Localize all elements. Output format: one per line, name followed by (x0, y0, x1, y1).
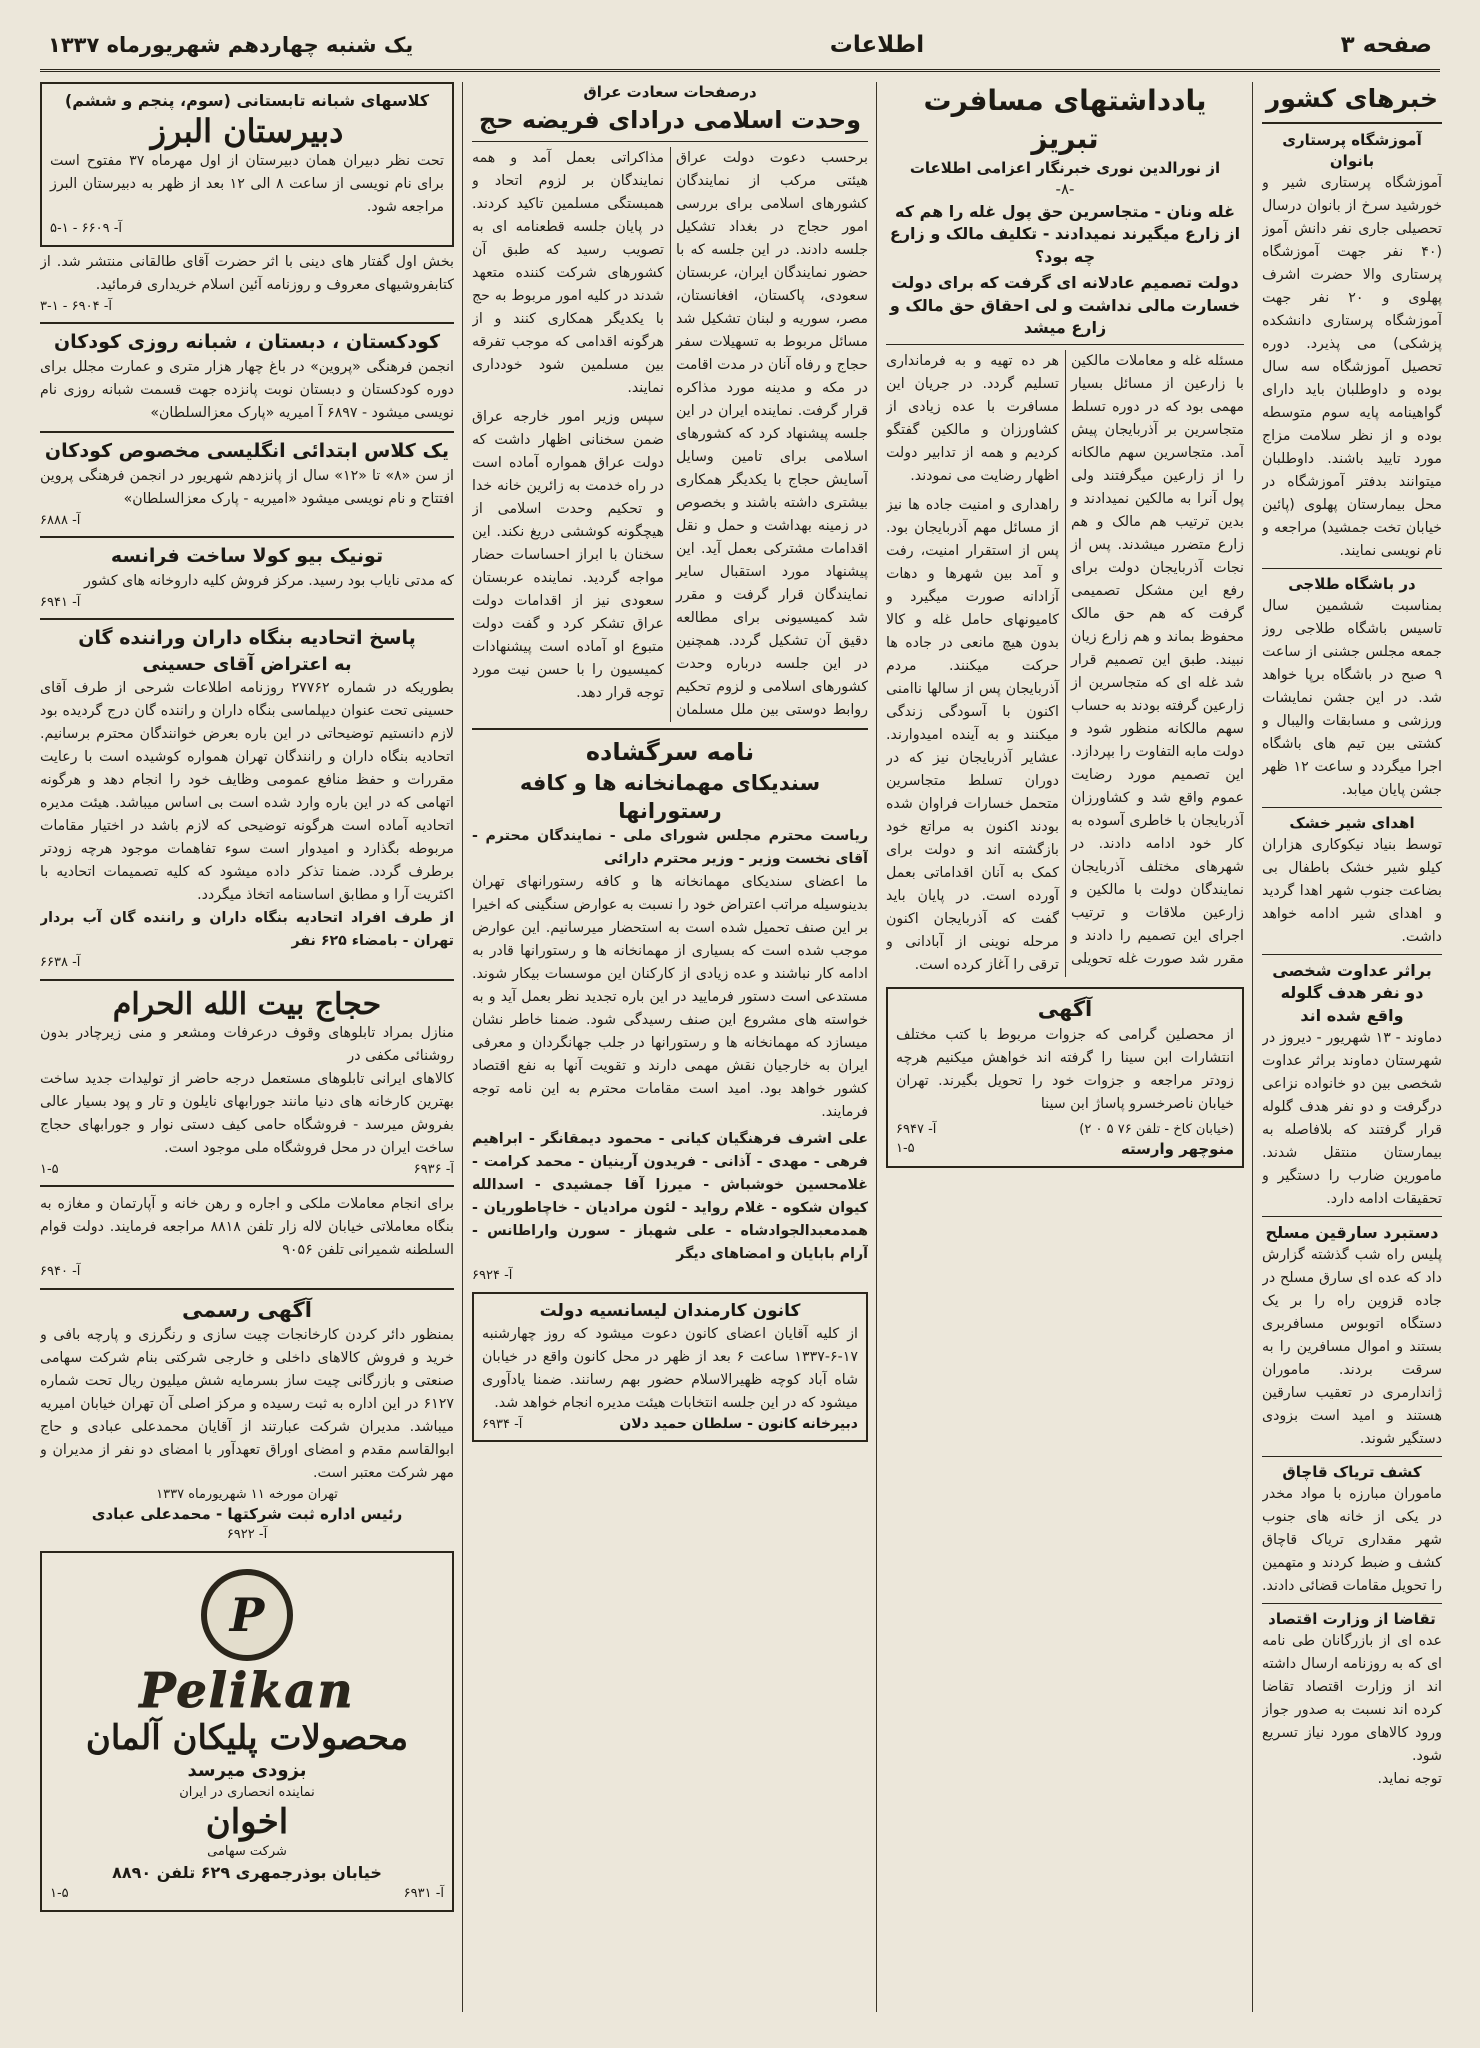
article-title: یادداشتهای مسافرت تبریز (923, 84, 1207, 155)
news-body: آموزشگاه پرستاری شیر و خورشید سرخ از بانوان درسال تحصیلی جاری نفر دانش آموز (۴۰ نفر جهت آموزشگاه پرستاری والا حضرت اشرف پهلوی و ۲۰ نفر جهت آموزشگاه پرستاری دانشکده پزشکی) می پذیرد. دوره تحصیل آموزشگاه سه سال بوده و داوطلبان باید دارای گواهینامه پایه سوم متوسطه بوده و از نظر سلامت مزاج مورد تایید باشند. داوطلبان میتوانند بدفتر آموزشگاه در محل بیمارستان پهلوی (پائین خیابان تخت جمشید) مراجعه و نام نویسی نمایند. (1262, 174, 1442, 559)
ad-code: آ- ۶۹۲۲ (226, 1527, 268, 1543)
ad-title: تونیک بیو کولا ساخت فرانسه (110, 545, 384, 568)
ad-code: ۱-۵ (50, 1886, 69, 1902)
rule (40, 979, 454, 981)
letter-title: نامه سرگشاده (585, 738, 755, 767)
ad-title: آگهی رسمی (182, 1297, 312, 1322)
news-headline: آموزشگاه پرستاری بانوان (1282, 130, 1422, 170)
masthead (40, 20, 1440, 72)
ad-subtitle: بزودی میرسد (187, 1759, 307, 1781)
ad-code-row (50, 1884, 444, 1904)
ad-code: آ- ۶۶۳۸ (40, 955, 81, 971)
news-body: ماموران مبارزه با مواد مخدر در یکی از خانه های جنوب شهر مقداری تریاک قاچاق کشف و ضبط کردند و متهمین را تحویل مقامات قضائی دادند. (1262, 1486, 1442, 1595)
rule (1262, 1456, 1442, 1457)
ad-code: آ- ۶۹۳۶ (413, 1161, 454, 1177)
news-headline: تقاضا از وزارت اقتصاد (1268, 1610, 1436, 1629)
notice-phone: (خیابان کاخ - تلفن ۷۶ ۵ ۰ ۲) (1079, 1121, 1234, 1137)
company-address: خیابان بوذرجمهری ۶۲۹ تلفن ۸۸۹۰ (112, 1862, 382, 1882)
ad-code: آ- ۶۹۴۰ (40, 1264, 81, 1280)
article-body: راهداری و امنیت جاده ها نیز از مسائل مهم آذربایجان بود. پس از استقرار امنیت، رفت و آمد بین شهرها و دهات آزادانه صورت میگیرد و کامیونهای حامل غله و کالا بدون هیچ مانعی در جاده ها حرکت میکنند. مردم آذربایجان پس از سالها ناامنی اکنون با آسودگی زندگی میکنند و به آینده امیدوارند. عشایر آذربایجان نیز که در دوران تسلط متجاسرین متحمل خسارات فراوان شده بودند اکنون به مراتع خود بازگشته اند و دولت برای کمک به آنان اقداماتی بعمل آورده است. در پایان باید گفت که آذربایجان اکنون مرحله نوینی از آبادانی و ترقی را آغاز کرده است. (886, 497, 1059, 974)
article-body-columns (886, 350, 1244, 977)
pelikan-logo-icon: P (201, 1569, 293, 1661)
agent-label: نماینده انحصاری در ایران (179, 1784, 315, 1800)
letter-signers: علی اشرف فرهنگیان کیانی - محمود دیمقانگر - ابراهیم فرهی - مهدی - آذانی - فریدون آرینیان - محمد کرامت - غلامحسین خوشباش - میرزا آقا جمشیدی - اسدالله کیوان شکوه - غلام رواید - لئون مرادیان - خاچاطوریان - همدمعبدالجوادشاه - علی شهباز - سورن واراطانس - آرام بابایان و امضاهای دیگر (472, 1131, 868, 1263)
union-notice-box (472, 1292, 868, 1443)
ad-text: بخش اول گفتار های دینی با اثر حضرت آقای طالقانی منتشر شد. از کتابفروشیهای معروف و روزنامه آئین اسلام خریداری فرمائید. (40, 253, 454, 293)
ad-text: انجمن فرهنگی «پروین» در باغ چهار هزار متری و عمارت مجلل برای دوره کودکستان و دبستان نوبت پانزده جهت قسمت شبانه روزی نام نویسی میشود - ۶۸۹۷ آ امیریه «پارک معزالسلطان» (40, 359, 454, 422)
ad-code: آ- ۶۹۴۱ (40, 594, 81, 610)
notice-text: از محصلین گرامی که جزوات مربوط با کتب مختلف انتشارات ابن سینا را گرفته اند خواهش میکنیم هرچه زودتر مراجعه و جزوات خود را تحویل بگیرند. تهران خیابان ناصرخسرو پاساژ ابن سینا (896, 1026, 1234, 1112)
news-headline: براثر عداوت شخصی دو نفر هدف گلوله واقع شده اند (1272, 960, 1432, 1025)
rule (472, 141, 868, 142)
notice-footer (896, 1120, 1234, 1140)
rule (1262, 122, 1442, 124)
news-headline: کشف تریاک قاچاق (1282, 1463, 1422, 1482)
rule (40, 618, 454, 620)
union-notice-title: کانون کارمندان لیسانسیه دولت (539, 1300, 801, 1321)
page-number: صفحه ۳ (1340, 31, 1432, 58)
ad-title: کودکستان ، دبستان ، شبانه روزی کودکان (53, 331, 441, 354)
article-title: وحدت اسلامی درادای فریضه حج (478, 105, 862, 134)
ad-alborz (40, 82, 454, 247)
ad-title: محصولات پلیکان آلمان (85, 1717, 409, 1758)
paper-name: اطلاعات (829, 31, 925, 58)
rule (1262, 1603, 1442, 1604)
notice-box (886, 987, 1244, 1168)
article-byline: از نورالدین نوری خبرنگار اعزامی اطلاعات (909, 158, 1221, 177)
article-kicker: درصفحات سعادت عراق (583, 83, 757, 101)
rule (472, 728, 868, 730)
news-headline: اهدای شیر خشک (1289, 813, 1415, 832)
issue-date: یک شنبه چهاردهم شهریورماه ۱۳۳۷ (48, 32, 414, 57)
rule (40, 322, 454, 324)
letter-recipients: ریاست محترم مجلس شورای ملی - نمایندگان محترم - آقای نخست وزیر - وزیر محترم دارائی (472, 828, 868, 868)
column-divider (876, 82, 877, 2012)
notice-signature-row (896, 1139, 1234, 1160)
company-label: شرکت سهامی (207, 1844, 287, 1860)
rule (886, 344, 1244, 345)
letter-code: آ- ۶۹۲۴ (472, 1268, 513, 1284)
news-body: عده ای از بازرگانان طی نامه ای که به روزنامه ارسال داشته اند از وزارت اقتصاد تقاضا کرده اند نسبت به صدور جواز ورود کالاهای مورد نیاز تسریع شود. (1262, 1633, 1442, 1765)
union-notice-code: آ- ۶۹۳۴ (482, 1416, 523, 1432)
rule (1262, 568, 1442, 569)
rule (40, 1288, 454, 1290)
rule (40, 536, 454, 538)
union-notice-signature: دبیرخانه کانون - سلطان حمید دلان (619, 1415, 858, 1432)
notice-title: آگهی (1037, 997, 1093, 1022)
article-body: برحسب دعوت دولت عراق هیئتی مرکب از نمایندگان کشورهای اسلامی برای بررسی امور حجاج در بغداد تشکیل جلسه دادند. در این جلسه که با حضور نمایندگان ایران، عربستان سعودی، پاکستان، افغانستان، مصر، سوریه و لبنان تشکیل شد مسائل مربوط به تسهیلات سفر حجاج و رفاه آنان در مدت اقامت در مکه و مدینه مورد مذاکره قرار گرفت. نماینده ایران در این جلسه پیشنهاد کرد که کشورهای اسلامی برای تامین وسایل آسایش حجاج با یکدیگر همکاری بیشتری داشته باشند و بخصوص در زمینه بهداشت و حمل و نقل اقدامات مشترکی بعمل آید. این پیشنهاد مورد استقبال سایر نمایندگان قرار گرفت و مقرر شد کمیسیونی برای مطالعه دقیق آن تشکیل گردد. همچنین در این جلسه درباره وحدت کشورهای اسلامی و لزوم تحکیم روابط دوستی بین ملل مسلمان مذاکراتی بعمل آمد و همه نمایندگان بر لزوم اتحاد و همبستگی مسلمین تاکید کردند. در پایان جلسه قطعنامه ای به تصویب رسید که طبق آن کشورهای شرکت کننده متعهد شدند در کلیه امور مربوط به حج با یکدیگر همکاری کنند و از هرگونه اقدامی که موجب تفرقه بین مسلمین شود خودداری نمایند. (472, 150, 868, 719)
article-part-number: -۸- (1055, 180, 1075, 199)
column-divider (462, 82, 463, 2012)
news-body: توسط بنیاد نیکوکاری هزاران کیلو شیر خشک باطفال بی بضاعت جنوب شهر اهدا گردید و اهدای شیر ادامه خواهد داشت. (1262, 836, 1442, 945)
rule (1262, 954, 1442, 955)
rule (1262, 807, 1442, 808)
ad-title: حجاج بیت الله الحرام (112, 986, 382, 1022)
article-lead: غله ونان - متجاسرین حق پول غله را هم که از زارع میگیرند نمیدادند - تکلیف مالک و زارع چه بود؟ (889, 202, 1241, 266)
ad-pelikan (40, 1551, 454, 1912)
letter-body: ما اعضای سندیکای مهمانخانه ها و کافه رستورانهای تهران بدینوسیله مراتب اعتراض خود را نسبت به عوارض سنگینی که اخیرا بر این صنف تحمیل شده است به استحضار میرسانیم. این عوارض موجب شده است که بسیاری از مهمانخانه ها و رستورانها قادر به ادامه کار نباشند و عده زیادی از کارکنان این موسسات بیکار شوند. مستدعی است دستور فرمایید در این باره تجدید نظر بعمل آید و به خواسته های مشروع این صنف رسیدگی شود. ضمنا خاطر نشان میسازد که مهمانخانه ها و رستورانها در جلب جهانگردان و معرفی ایران به خارجیان نقش مهمی دارند و تقویت آنها به نفع اقتصاد کشور خواهد بود. امید است مقامات محترم به این نامه توجه فرمایند. (472, 874, 868, 1121)
ad-title: دبیرستان البرز (150, 112, 344, 151)
ad-text: که مدتی نایاب بود رسید. مرکز فروش کلیه داروخانه های کشور (84, 572, 454, 589)
article-body: مسئله غله و معاملات مالکین با زارعین از مسائل بسیار مهمی بود که در دوره تسلط متجاسرین بر آذربایجان پیش آمد. متجاسرین سهم مالکانه را از زارعین میگرفتند ولی پول آنرا به مالکین نمیدادند و بدین ترتیب هم مالک و هم زارع متضرر میشدند. پس از نجات آذربایجان دولت برای رفع این مشکل تصمیمی گرفت که هم حق مالک محفوظ بماند و هم زارع زیان نبیند. طبق این تصمیم قرار شد غله ای که متجاسرین از زارعین گرفته بودند به حساب سهم مالکانه منظور شود و دولت مابه التفاوت را بپردازد. این تصمیم مورد رضایت عموم واقع شد و کشاورزان آذربایجان با خاطری آسوده به کار خود ادامه دادند. در شهرهای مختلف آذربایجان نمایندگان دولت با مالکین و زارعین ملاقات و ترتیب اجرای این تصمیم را دادند و مقرر شد صورت غله تحویلی هر ده تهیه و به فرمانداری تسلیم گردد. در جریان این مسافرت با عده زیادی از کشاورزان و مالکین گفتگو کردیم و همه از تدابیر دولت اظهار رضایت می نمودند. (886, 353, 1244, 968)
ad-code: آ- ۶۹۰۴ - ۱-۳ (40, 298, 113, 314)
ad-text: تحت نظر دبیران همان دبیرستان از اول مهرماه ۳۷ مفتوح است برای نام نویسی از ساعت ۸ الی ۱۲ بعد از ظهر به دبیرستان البرز مراجعه شود. (50, 153, 444, 216)
union-notice-text: از کلیه آقایان اعضای کانون دعوت میشود که روز چهارشنبه ۱۷-۶-۱۳۳۷ ساعت ۶ بعد از ظهر در محل کانون واقع در خیابان شاه آباد کوچه ظهیرالاسلام حضور بهم رسانند. ضمنا یادآوری میشود که در این جلسه انتخابات هیئت مدیره انجام خواهد شد. (482, 1325, 858, 1411)
ad-text: کالاهای ایرانی تابلوهای مستعمل درجه حاضر از تولیدات جدید ساخت بهترین کارخانه های دنیا مانند جورابهای نایلون و تار و پود بسیار عالی بفروش میرسد - فروشگاه حامی کیف دستی نوار و جورابهای حجاج ساخت ایران در محل فروشگاه ملی موجود است. (40, 1070, 454, 1156)
ad-text: بمنظور دائر کردن کارخانجات چیت سازی و رنگرزی و پارچه بافی و خرید و فروش کالاهای داخلی و خارجی شرکتی بنام شرکت سهامی صنعتی و بازرگانی چیت ساز بسرمایه شش میلیون ریال تحت شماره ۶۱۲۷ در این اداره به ثبت رسیده و مرکز اصلی آن تهران خیابان امیریه میباشد. مدیران شرکت عبارتند از آقایان محمدعلی عبادی و حاج ابوالقاسم مقدم و امضای اوراق تعهدآور با امضای دو نفر از مدیران و مهر شرکت معتبر است. (40, 1326, 454, 1481)
section-title: خبرهای کشور (1265, 84, 1439, 113)
article-lead: دولت تصمیم عادلانه ای گرفت که برای دولت خسارت مالی نداشت و لی احقاق حق مالک و زارع میشد (889, 273, 1241, 338)
ad-signature: از طرف افراد اتحادیه بنگاه داران و راننده گان آب بردار تهران - بامضاء ۶۲۵ نفر (40, 910, 454, 950)
news-body: بمناسبت ششمین سال تاسیس باشگاه طلاجی روز جمعه مجلس جشنی از ساعت ۹ صبح در باشگاه برپا خواهد شد. در این جشن نمایشات ورزشی و مسابقات والیبال و کشتی بین تیم های باشگاه اجرا میگردد و ساعت ۱۲ ظهر جشن پایان میابد. (1262, 597, 1442, 798)
agent-name: اخوان (205, 1802, 289, 1843)
news-body-end: توجه نماید. (1377, 1771, 1442, 1788)
letter-subtitle: سندیکای مهمانخانه ها و کافه رستورانها (519, 770, 821, 823)
ad-title: یک کلاس ابتدائی انگلیسی مخصوص کودکان (44, 440, 450, 463)
column-hajj-letter (472, 82, 868, 2022)
ad-subtitle: به اعتراض آقای حسینی (142, 653, 352, 675)
article-body-columns (472, 147, 868, 722)
ad-code: آ- ۶۶۰۹ - ۱-۵ (50, 221, 123, 237)
news-body: پلیس راه شب گذشته گزارش داد که عده ای سارق مسلح در جاده قزوین راه را بر یک دستگاه اتوبوس مسافربری بستند و اموال مسافرین را به سرقت بردند. ماموران ژاندارمری در تعقیب سارقین هستند و امید است بزودی دستگیر شوند. (1262, 1247, 1442, 1448)
notice-signature: منوچهر وارسته (1120, 1140, 1234, 1159)
ad-code: آ- ۶۸۸۸ (40, 512, 81, 528)
column-divider (1252, 82, 1253, 2012)
union-notice-footer (482, 1415, 858, 1435)
news-headline: در باشگاه طلاجی (1288, 574, 1416, 593)
column-country-news (1262, 82, 1442, 2022)
ad-text: بطوریکه در شماره ۲۷۷۶۲ روزنامه اطلاعات شرحی از طرف آقای حسینی تحت عنوان دیپلماسی بنگاه داران و راننده گان درج گردیده بود لازم دانستیم توضیحاتی در این باره بعرض خوانندگان محترم برسانیم. اتحادیه بنگاه داران و رانندگان تهران همواره کوشیده است با رعایت مقررات و حفظ منافع عمومی وظایف خود را انجام دهد و هرگونه اتهامی که در این باره وارد شده است بی اساس میباشد. هیئت مدیره اتحادیه آماده است هرگونه توضیحی که لازم باشد در اختیار مقامات مربوطه بگذارد و امیدوار است سوء تفاهمات موجود هرچه زودتر برطرف گردد. ضمنا تذکر داده میشود که کلیه تصمیمات اتحادیه با اکثریت آرا و مطابق اساسنامه اتخاذ میگردد. (40, 680, 454, 904)
ad-title: پاسخ اتحادیه بنگاه داران وراننده گان (78, 627, 416, 650)
ad-signature: رئیس اداره ثبت شرکتها - محمدعلی عبادی (91, 1505, 403, 1524)
ad-text: از سن «۸» تا «۱۲» سال از پانزدهم شهریور در انجمن فرهنگی پروین افتتاح و نام نویسی میشود «امیریه - پارک معزالسلطان» (40, 467, 454, 507)
ad-text: منازل بمراد تابلوهای وقوف درعرفات ومشعر و منی زیرچادر بدون روشنائی مکفی در (40, 1024, 454, 1064)
ad-code: آ- ۶۹۳۱ (403, 1886, 444, 1902)
column-tabriz-notes (886, 82, 1244, 2022)
column-classifieds (40, 82, 454, 2022)
rule (40, 431, 454, 433)
rule (40, 1185, 454, 1187)
article-body: سپس وزیر امور خارجه عراق ضمن سخنانی اظهار داشت که دولت عراق همواره آماده است در راه خدمت به زائرین خانه خدا و تحکیم وحدت اسلامی از هیچگونه کوششی دریغ نکند. این سخنان با ابراز احساسات حضار مواجه گردید. نماینده عربستان سعودی نیز از اقدامات دولت عراق تشکر کرد و گفت دولت متبوع او آماده است پیشنهادات کمیسیون را با حسن نیت مورد توجه قرار دهد. (472, 409, 664, 702)
rule (1262, 1216, 1442, 1217)
ad-kicker: کلاسهای شبانه تابستانی (سوم، پنجم و ششم) (64, 91, 430, 110)
news-body: دماوند - ۱۳ شهریور - دیروز در شهرستان دماوند براثر عداوت شخصی بین دو خانواده نزاعی درگرفت و دو نفر هدف گلوله قرار گرفتند که بلافاصله به بیمارستان منتقل شدند. مامورین ضارب را دستگیر و تحقیقات ادامه دارد. (1262, 1029, 1442, 1207)
ad-code: ۱-۵ (40, 1161, 59, 1177)
ad-date: تهران مورخه ۱۱ شهریورماه ۱۳۳۷ (156, 1486, 338, 1502)
notice-code: آ- ۶۹۴۷ (896, 1121, 937, 1137)
ad-text: برای انجام معاملات ملکی و اجاره و رهن خانه و آپارتمان و مغازه به بنگاه معاملاتی خیابان لاله زار تلفن ۸۸۱۸ مراجعه فرمایند. دولت قوام السلطنه شمیرانی تلفن ۹۰۵۶ (40, 1196, 454, 1259)
news-headline: دستبرد سارقین مسلح (1265, 1222, 1439, 1242)
brand-wordmark: Pelikan (139, 1662, 355, 1719)
notice-code: ۱-۵ (896, 1141, 915, 1157)
ad-code-row (40, 1160, 454, 1180)
